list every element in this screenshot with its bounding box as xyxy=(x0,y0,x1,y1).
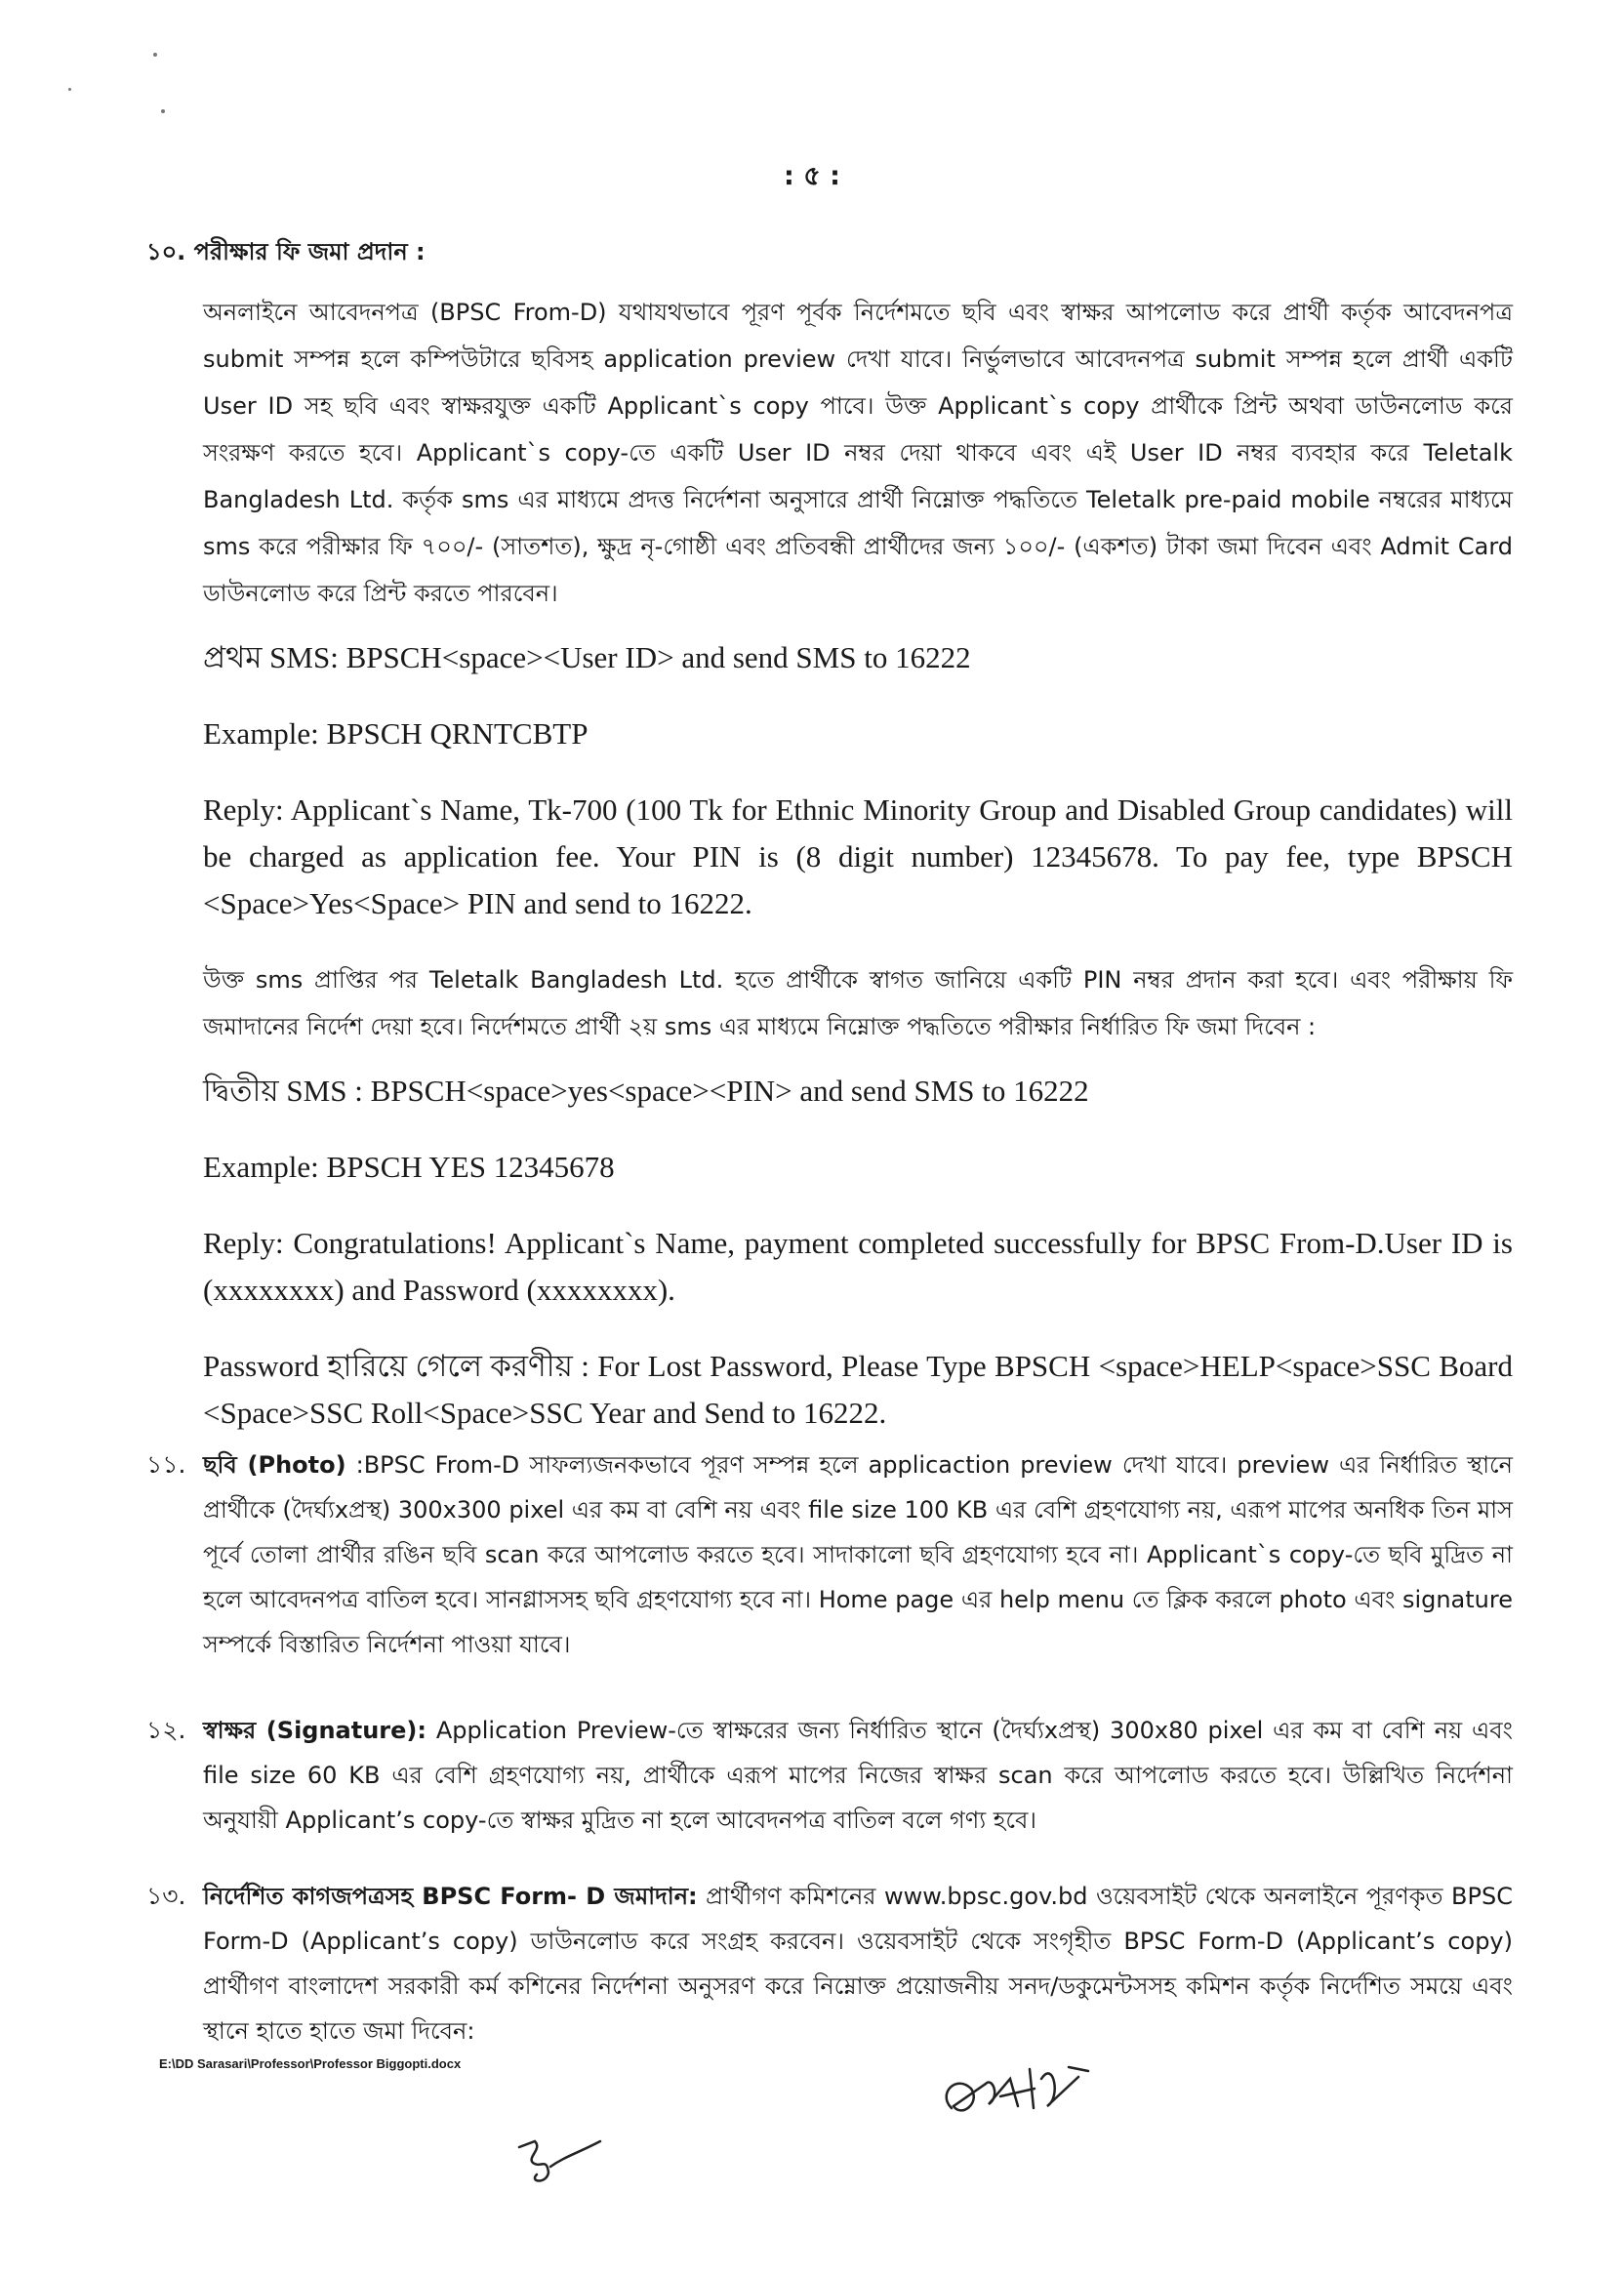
section-12-label: স্বাক্ষর (Signature): xyxy=(203,1717,426,1744)
section-13-number: ১৩. xyxy=(146,1882,186,1910)
section-13-submission xyxy=(146,1874,1513,2053)
section-10-body xyxy=(203,289,1513,1437)
first-sms-instruction: প্রথম SMS: BPSCH<space><User ID> and send SMS to 16222 xyxy=(203,640,971,674)
second-sms-instruction: দ্বিতীয় SMS : BPSCH<space>yes<space><PIN> and send SMS to 16222 xyxy=(203,1074,1089,1108)
section-12-signature xyxy=(146,1708,1513,1843)
footer-file-path: E:\DD Sarasari\Professor\Professor Biggopti.docx xyxy=(159,2056,462,2071)
section-10-heading: ১০. পরীক্ষার ফি জমা প্রদান : xyxy=(146,238,426,265)
section-11-photo xyxy=(146,1442,1513,1667)
section-13-label: নির্দেশিত কাগজপত্রসহ BPSC Form- D জমাদান: xyxy=(203,1883,698,1910)
second-sms-example: Example: BPSCH YES 12345678 xyxy=(203,1150,615,1184)
section-11-text: :BPSC From-D সাফল্যজনকভাবে পূরণ সম্পন্ন হলে applicaction preview দেখা যাবে। preview এর নির্ধারিত স্থানে প্রার্থীকে (দৈর্ঘ্যxপ্রস্থ) 300x300 pixel এর কম বা বেশি নয় এবং file size 100 KB এর বেশি গ্রহণযোগ্য নয়, এরূপ মাপের অনধিক তিন মাস পূর্বে তোলা প্রার্থীর রঙিন ছবি scan করে আপলোড করতে হবে। সাদাকালো ছবি গ্রহণযোগ্য হবে না। Applicant`s copy-তে ছবি মুদ্রিত না হলে আবেদনপত্র বাতিল হবে। সানগ্লাসসহ ছবি গ্রহণযোগ্য হবে না। Home page এর help menu তে ক্লিক করলে photo এবং signature সম্পর্কে বিস্তারিত নির্দেশনা পাওয়া যাবে। xyxy=(203,1451,1514,1658)
scan-speck xyxy=(161,109,165,113)
section-11-number: ১১. xyxy=(146,1450,186,1479)
section-12-number: ১২. xyxy=(146,1716,186,1744)
lost-password-instruction: Password হারিয়ে গেলে করণীয় : For Lost Password, Please Type BPSCH <space>HELP<space>SSC Board <Space>SSC Roll<Space>SSC Year and Send to 16222. xyxy=(203,1349,1513,1430)
first-sms-example: Example: BPSCH QRNTCBTP xyxy=(203,716,589,751)
pin-notice: উক্ত sms প্রাপ্তির পর Teletalk Bangladesh Ltd. হতে প্রার্থীকে স্বাগত জানিয়ে একটি PIN নম্বর প্রদান করা হবে। এবং পরীক্ষায় ফি জমাদানের নির্দেশ দেয়া হবে। নির্দেশমতে প্রার্থী ২য় sms এর মাধ্যমে নিম্নোক্ত পদ্ধতিতে পরীক্ষার নির্ধারিত ফি জমা দিবেন : xyxy=(203,966,1513,1040)
section-10-intro: অনলাইনে আবেদনপত্র (BPSC From-D) যথাযথভাবে পূরণ পূর্বক নির্দেশমতে ছবি এবং স্বাক্ষর আপলোড করে প্রার্থী কর্তৃক আবেদনপত্র submit সম্পন্ন হলে কম্পিউটারে ছবিসহ application preview দেখা যাবে। নির্ভুলভাবে আবেদনপত্র submit সম্পন্ন হলে প্রার্থী একটি User ID সহ ছবি এবং স্বাক্ষরযুক্ত একটি Applicant`s copy পাবে। উক্ত Applicant`s copy প্রার্থীকে প্রিন্ট অথবা ডাউনলোড করে সংরক্ষণ করতে হবে। Applicant`s copy-তে একটি User ID নম্বর দেয়া থাকবে এবং এই User ID নম্বর ব্যবহার করে Teletalk Bangladesh Ltd. কর্তৃক sms এর মাধ্যমে প্রদত্ত নির্দেশনা অনুসারে প্রার্থী নিম্নোক্ত পদ্ধতিতে Teletalk pre-paid mobile নম্বরের মাধ্যমে sms করে পরীক্ষার ফি ৭০০/- (সাতশত), ক্ষুদ্র নৃ-গোষ্ঠী এবং প্রতিবন্ধী প্রার্থীদের জন্য ১০০/- (একশত) টাকা জমা দিবেন এবং Admit Card ডাউনলোড করে প্রিন্ট করতে পারবেন। xyxy=(203,299,1513,607)
signature-right xyxy=(932,2050,1108,2137)
section-12-text: Application Preview-তে স্বাক্ষরের জন্য নির্ধারিত স্থানে (দৈর্ঘ্যxপ্রস্থ) 300x80 pixel এর কম বা বেশি নয় এবং file size 60 KB এর বেশি গ্রহণযোগ্য নয়, প্রার্থীকে এরূপ মাপের নিজের স্বাক্ষর scan করে আপলোড করতে হবে। উল্লিখিত নির্দেশনা অনুযায়ী Applicant’s copy-তে স্বাক্ষর মুদ্রিত না হলে আবেদনপত্র বাতিল বলে গণ্য হবে। xyxy=(203,1717,1513,1834)
section-11-label: ছবি (Photo) xyxy=(203,1451,346,1479)
scan-speck xyxy=(68,88,71,91)
section-13-text: প্রার্থীগণ কমিশনের www.bpsc.gov.bd ওয়েবসাইট থেকে অনলাইনে পূরণকৃত BPSC Form-D (Applicant’s copy) ডাউনলোড করে সংগ্রহ করবেন। ওয়েবসাইট থেকে সংগৃহীত BPSC Form-D (Applicant’s copy) প্রার্থীগণ বাংলাদেশ সরকারী কর্ম কশিনের নির্দেশনা অনুসরণ করে নিম্নোক্ত প্রয়োজনীয় সনদ/ডকুমেন্টসসহ কমিশন কর্তৃক নির্দেশিত সময়ে এবং স্থানে হাতে হাতে জমা দিবেন: xyxy=(203,1883,1513,2045)
second-sms-reply: Reply: Congratulations! Applicant`s Name, payment completed successfully for BPSC From-D.User ID is (xxxxxxxx) and Password (xxxxxxxx). xyxy=(203,1226,1513,1307)
first-sms-reply: Reply: Applicant`s Name, Tk-700 (100 Tk for Ethnic Minority Group and Disabled Group candidates) will be charged as application fee. Your PIN is (8 digit number) 12345678. To pay fee, type BPSCH <Space>Yes<Space> PIN and send to 16222. xyxy=(203,792,1513,920)
signature-left xyxy=(508,2128,615,2196)
page-number: : ৫ : xyxy=(784,161,840,191)
scan-speck xyxy=(153,53,157,57)
